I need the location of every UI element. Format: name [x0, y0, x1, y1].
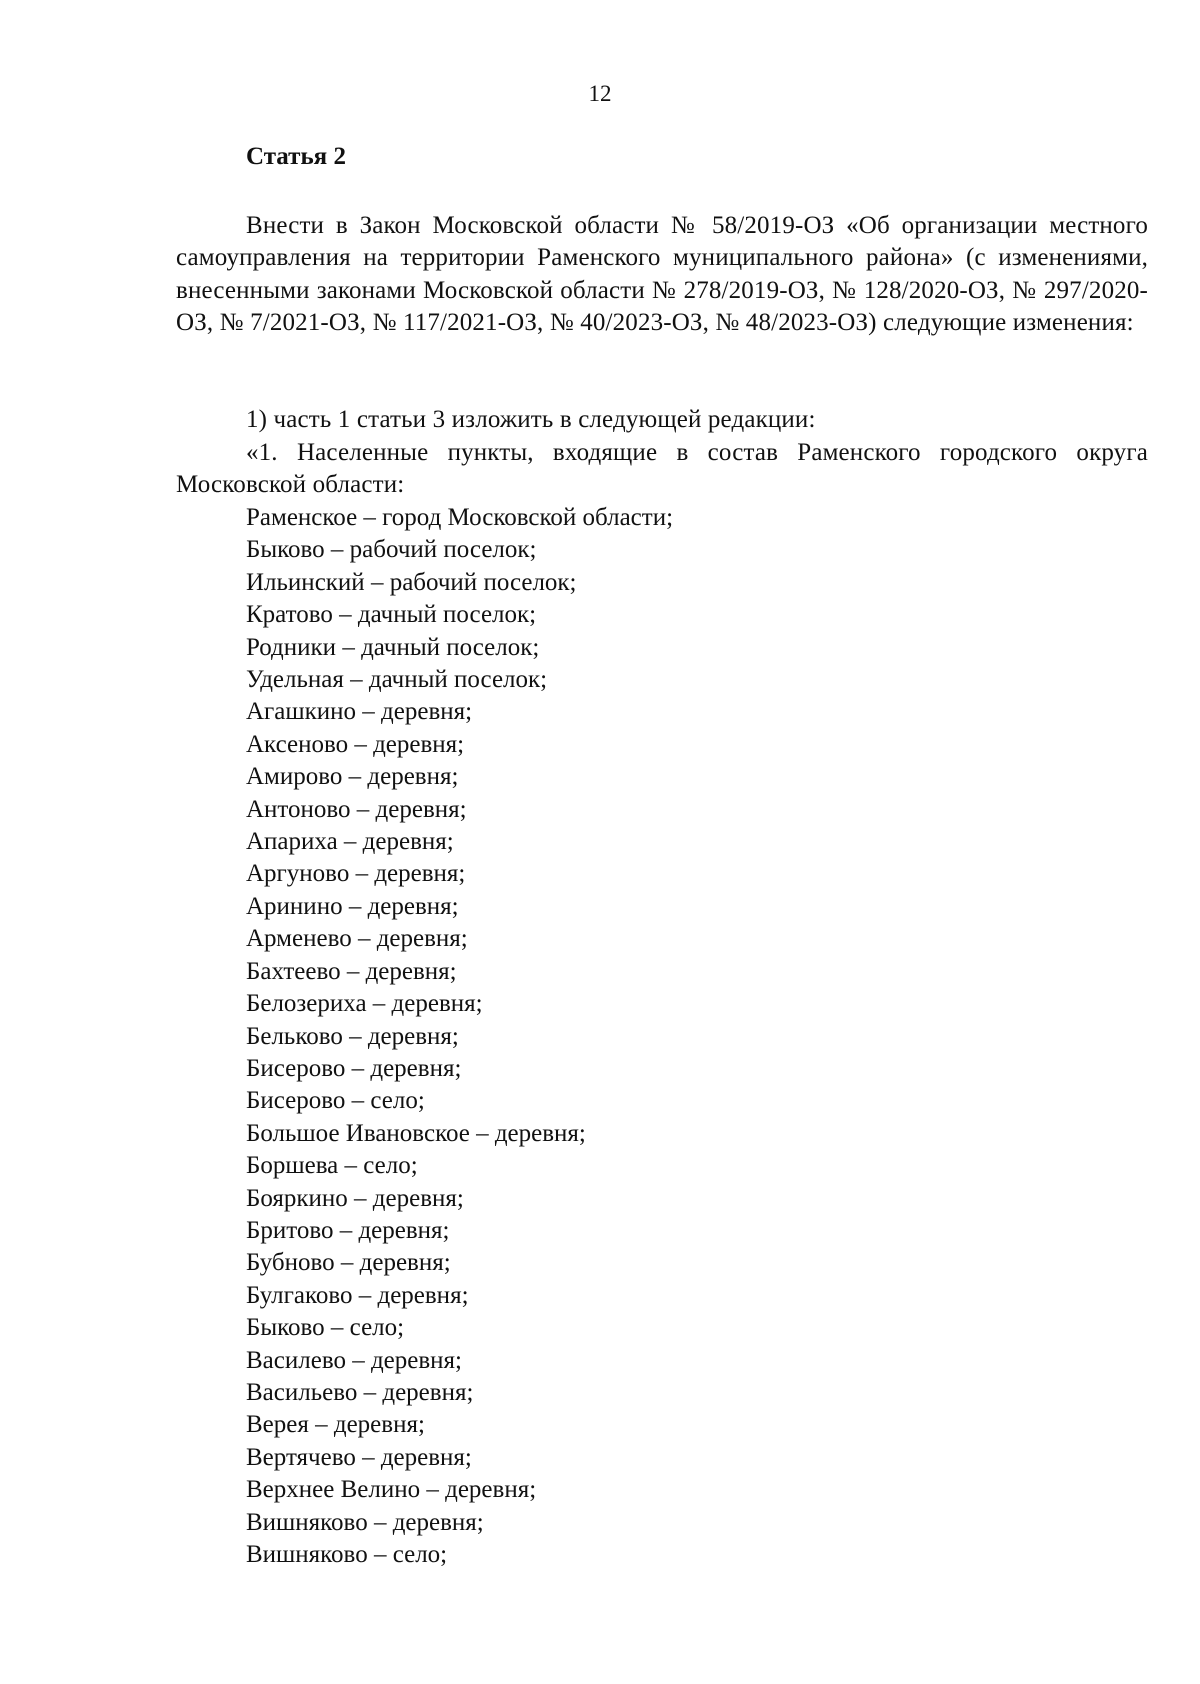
- settlement-item: Верея – деревня;: [246, 1411, 425, 1439]
- settlement-item: Аринино – деревня;: [246, 892, 459, 920]
- settlement-list: [246, 502, 673, 1571]
- settlement-item: Вишняково – село;: [246, 1541, 448, 1568]
- settlement-item: Бисерово – деревня;: [246, 1054, 462, 1082]
- settlement-item: Василево – деревня;: [246, 1346, 462, 1374]
- settlement-item: Бельково – деревня;: [246, 1022, 459, 1050]
- settlement-item: Аргуново – деревня;: [246, 860, 466, 888]
- page-number: 12: [588, 81, 612, 106]
- settlement-item: Бритово – деревня;: [246, 1216, 450, 1244]
- settlement-item: Вертячево – деревня;: [246, 1443, 472, 1471]
- settlement-item: Родники – дачный поселок;: [246, 633, 540, 661]
- settlement-item: Агашкино – деревня;: [246, 698, 473, 726]
- settlement-item: Быково – рабочий поселок;: [246, 536, 537, 564]
- settlement-item: Раменское – город Московской области;: [246, 504, 674, 531]
- settlement-item: Аксеново – деревня;: [246, 730, 465, 758]
- settlement-item: Арменево – деревня;: [246, 925, 468, 953]
- settlement-item: Вишняково – деревня;: [246, 1508, 484, 1536]
- settlement-item: Бубново – деревня;: [246, 1249, 451, 1277]
- settlement-item: Ильинский – рабочий поселок;: [246, 568, 577, 596]
- article-title: Статья 2: [246, 143, 346, 170]
- settlement-item: Быково – село;: [246, 1314, 405, 1342]
- settlement-item: Амирово – деревня;: [246, 763, 459, 791]
- settlement-item: Антоново – деревня;: [246, 795, 467, 823]
- settlement-item: Боршева – село;: [246, 1152, 418, 1180]
- settlement-item: Булгаково – деревня;: [246, 1281, 469, 1309]
- amendment-item-lead: «1. Населенные пункты, входящие в состав Раменского городского округа Московской области:: [176, 439, 1148, 499]
- settlement-item: Удельная – дачный поселок;: [246, 666, 548, 694]
- settlement-item: Васильево – деревня;: [246, 1378, 474, 1406]
- settlement-item: Бахтеево – деревня;: [246, 957, 457, 985]
- amendment-item-heading: 1) часть 1 статьи 3 изложить в следующей редакции:: [246, 406, 816, 433]
- settlement-item: Бисерово – село;: [246, 1087, 425, 1115]
- settlement-item: Верхнее Велино – деревня;: [246, 1476, 537, 1504]
- settlement-item: Апариха – деревня;: [246, 828, 454, 856]
- settlement-item: Кратово – дачный поселок;: [246, 601, 537, 629]
- settlement-item: Белозериха – деревня;: [246, 990, 483, 1018]
- settlement-item: Большое Ивановское – деревня;: [246, 1119, 586, 1147]
- amendment-intro-paragraph: Внести в Закон Московской области № 58/2019-ОЗ «Об организации местного самоуправления на территории Раменского муниципального района» (с изменениями, внесенными законами Московской области № 278/2019-ОЗ, № 128/2020-ОЗ, № 297/2020-ОЗ, № 7/2021-ОЗ, № 117/2021-ОЗ, № 40/2023-ОЗ, № 48/2023-ОЗ) следующие изменения:: [176, 212, 1148, 337]
- settlement-item: Бояркино – деревня;: [246, 1184, 464, 1212]
